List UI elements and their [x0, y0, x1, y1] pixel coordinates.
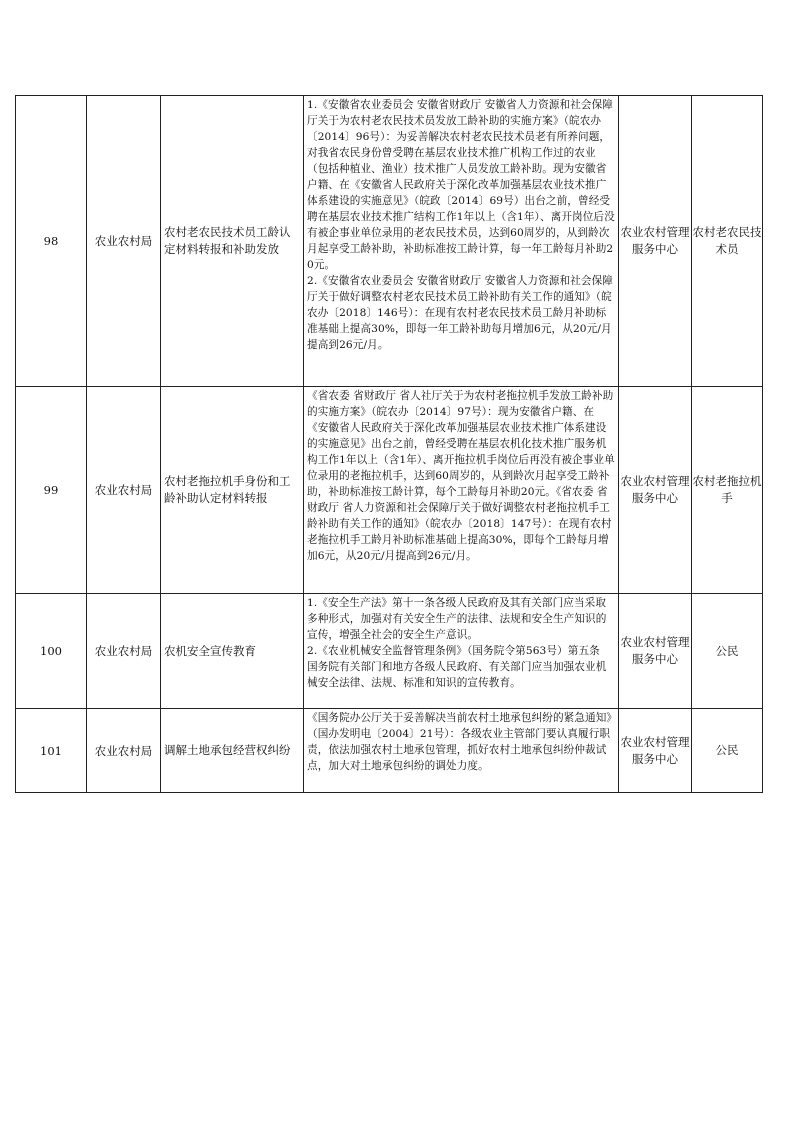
service-object: 农村老拖拉机手 — [692, 387, 763, 594]
row-number: 100 — [16, 594, 87, 709]
implementing-body: 农业农村管理服务中心 — [619, 387, 692, 594]
department: 农业农村局 — [87, 387, 161, 594]
item-name: 调解土地承包经营权纠纷 — [161, 709, 304, 793]
department: 农业农村局 — [87, 709, 161, 793]
service-list-table — [15, 95, 763, 793]
service-object: 公民 — [692, 709, 763, 793]
implementing-body: 农业农村管理服务中心 — [619, 709, 692, 793]
service-object: 农村老农民技术员 — [692, 96, 763, 387]
legal-basis-text: 《国务院办公厅关于妥善解决当前农村土地承包纠纷的紧急通知》（国办发明电〔2004〕21号）：各级农业主管部门要认真履行职责，依法加强农村土地承包管理，抓好农村土地承包纠纷仲裁试点，加大对土地承包纠纷的调处力度。 — [307, 712, 612, 772]
table-row — [16, 387, 763, 594]
table-row — [16, 96, 763, 387]
legal-basis-cell — [304, 387, 619, 594]
service-object: 公民 — [692, 594, 763, 709]
item-name: 农村老农民技术员工龄认定材料转报和补助发放 — [161, 96, 304, 387]
implementing-body: 农业农村管理服务中心 — [619, 96, 692, 387]
legal-basis-cell — [304, 96, 619, 387]
legal-basis-text: 1.《安徽省农业委员会 安徽省财政厅 安徽省人力资源和社会保障厅关于为农村老农民技术员发放工龄补助的实施方案》（皖农办〔2014〕96号）：为妥善解决农村老农民技术员老有所养问题，对我省农民身份曾受聘在基层农业技术推广机构工作过的农业（包括种植业、渔业）技术推广人员发放工龄补助。现为安徽省户籍、在《安徽省人民政府关于深化改革加强基层农业技术推广体系建设的实施意见》（皖政〔2014〕69号）出台之前，曾经受聘在基层农业技术推广结构工作1年以上（含1年）、离开岗位后没有被企事业单位录用的老农民技术员，达到60周岁的，从到龄次月起享受工龄补助，补助标准按工龄计算，每一年工龄每月补助20元。 2.《安徽省农业委员会 安徽省财政厅 安徽省人力资源和社会保障厅关于做好调整农村老农民技术员工龄补助有关工作的通知》（皖农办〔2018〕146号）：在现有农村老农民技术员工龄月补助标准基础上提高30%，即每一年工龄补助每月增加6元，从20元/月提高到26元/月。 — [307, 99, 615, 351]
item-name: 农机安全宣传教育 — [161, 594, 304, 709]
implementing-body: 农业农村管理服务中心 — [619, 594, 692, 709]
row-number: 99 — [16, 387, 87, 594]
row-number: 101 — [16, 709, 87, 793]
table-row — [16, 709, 763, 793]
row-number: 98 — [16, 96, 87, 387]
legal-basis-text: 《省农委 省财政厅 省人社厅关于为农村老拖拉机手发放工龄补助的实施方案》（皖农办〔2014〕97号）：现为安徽省户籍、在《安徽省人民政府关于深化改革加强基层农业技术推广体系建设的实施意见》出台之前，曾经受聘在基层农机化技术推广服务机构工作1年以上（含1年）、离开拖拉机手岗位后再没有被企事业单位录用的老拖拉机手，达到60周岁的，从到龄次月起享受工龄补助，补助标准按工龄计算，每个工龄每月补助20元。《省农委 省财政厅 省人力资源和社会保障厅关于做好调整农村老拖拉机手工龄补助有关工作的通知》（皖农办〔2018〕147号）：在现有农村老拖拉机手工龄月补助标准基础上提高30%，即每个工龄每月增加6元，从20元/月提高到26元/月。 — [307, 390, 615, 562]
legal-basis-cell — [304, 594, 619, 709]
legal-basis-text: 1.《安全生产法》第十一条各级人民政府及其有关部门应当采取多种形式，加强对有关安全生产的法律、法规和安全生产知识的宣传，增强全社会的安全生产意识。 2.《农业机械安全监督管理条例》（国务院令第563号）第五条 国务院有关部门和地方各级人民政府、有关部门应当加强农业机械安全法律、法规、标准和知识的宣传教育。 — [307, 597, 607, 689]
table-row — [16, 594, 763, 709]
legal-basis-cell — [304, 709, 619, 793]
item-name: 农村老拖拉机手身份和工龄补助认定材料转报 — [161, 387, 304, 594]
department: 农业农村局 — [87, 96, 161, 387]
department: 农业农村局 — [87, 594, 161, 709]
